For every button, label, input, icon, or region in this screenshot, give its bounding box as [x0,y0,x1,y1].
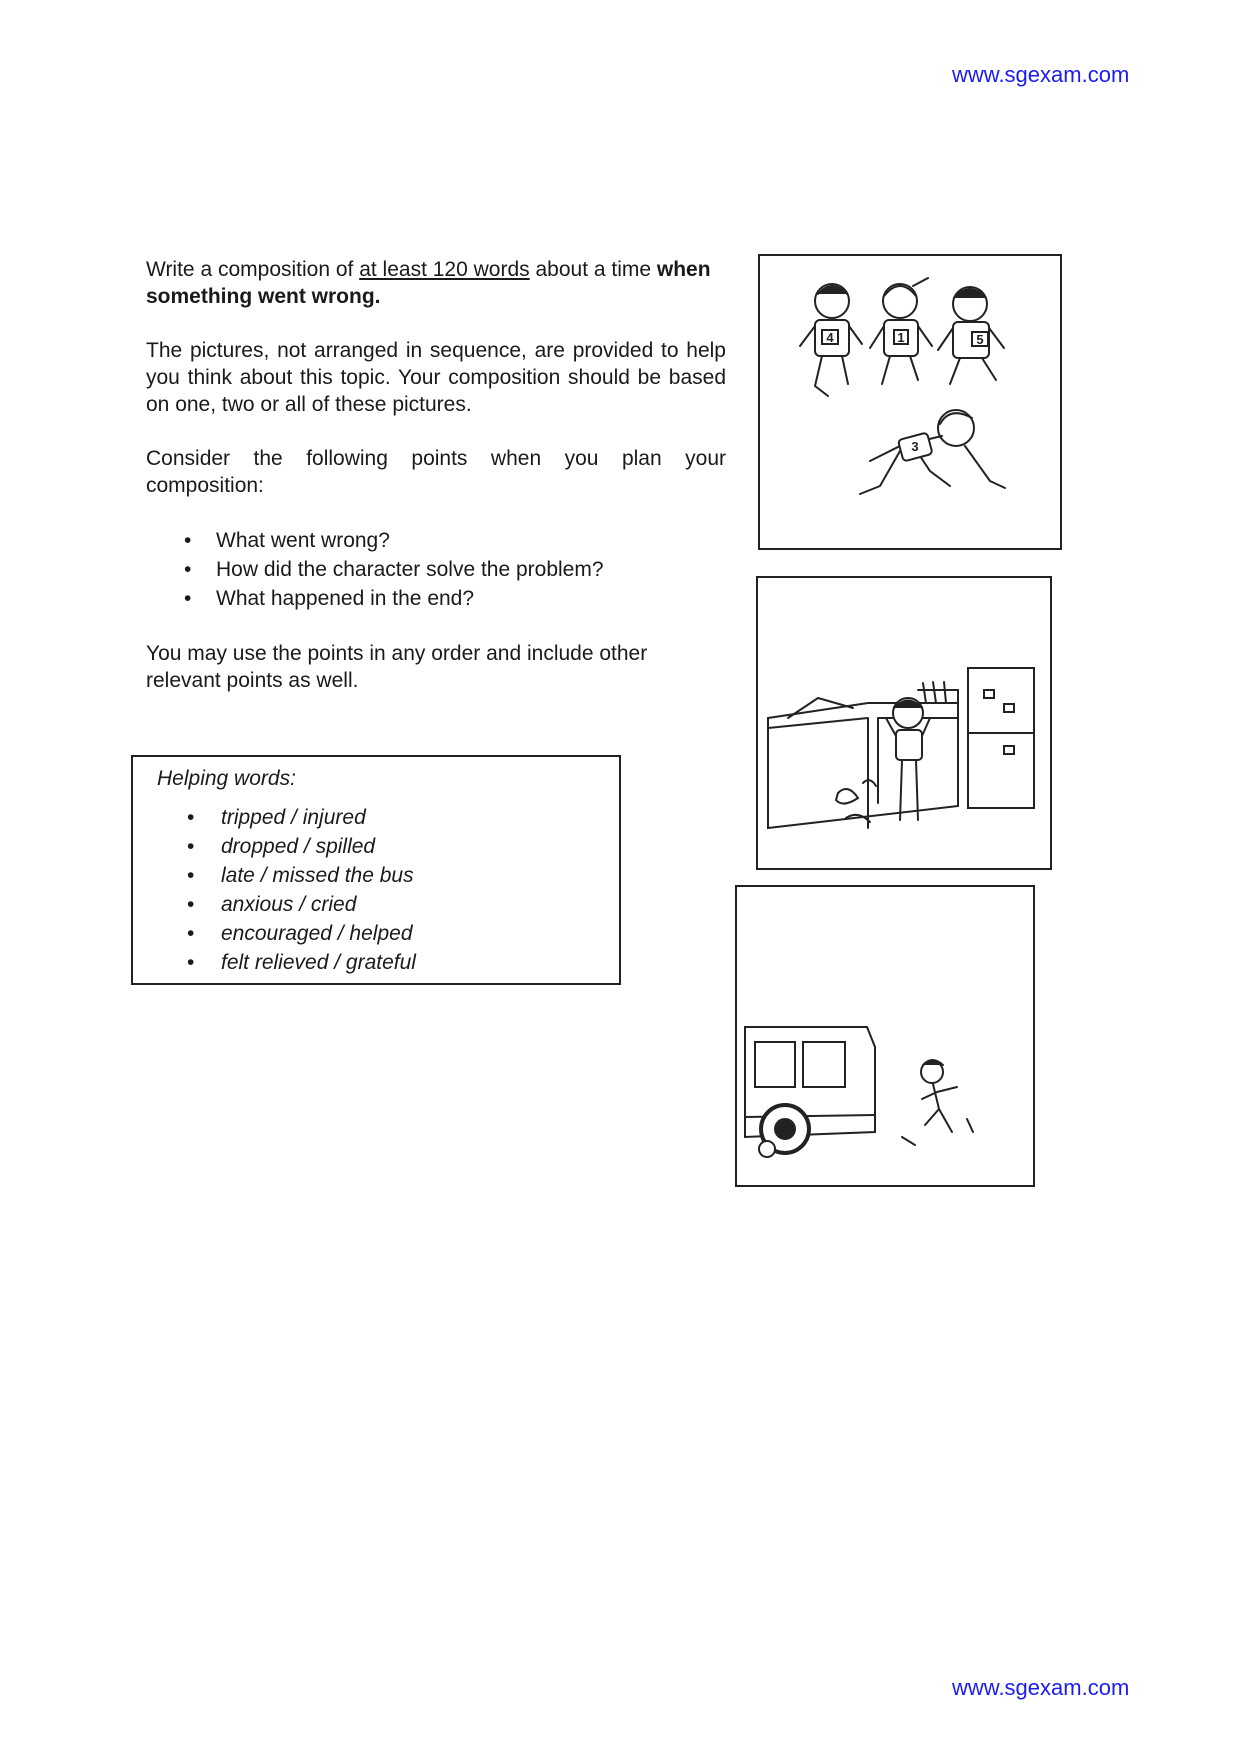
list-item: • How did the character solve the problem? [184,555,726,584]
list-item: • felt relieved / grateful [187,948,619,977]
list-item: • late / missed the bus [187,861,619,890]
consider-note: Consider the following points when you plan your composition: [146,447,726,497]
guiding-points [146,526,726,613]
list-item: • dropped / spilled [187,832,619,861]
helping-words-box [131,755,621,985]
picture-missed-bus [735,885,1035,1187]
helping-words-title: Helping words: [157,767,296,790]
bus-illustration [737,887,1033,1185]
list-item: • encouraged / helped [187,919,619,948]
picture-kitchen-spill [756,576,1052,870]
topic: when something went wrong. [146,258,711,308]
race-bib: 4 [826,330,834,345]
list-item: • anxious / cried [187,890,619,919]
word-count-requirement: at least 120 words [359,258,530,281]
race-bib: 3 [911,439,919,454]
header-url: www.sgexam.com [952,62,1130,87]
instructions [146,256,726,721]
footer-url: www.sgexam.com [952,1675,1130,1700]
intro-paragraph: Write a composition of at least 120 words about a time when something went wrong. [146,258,711,308]
race-illustration [760,256,1060,548]
order-note: You may use the points in any order and include other relevant points as well. [146,642,648,692]
race-bib: 5 [976,332,984,347]
race-bib: 1 [897,330,905,345]
helping-words-list [157,803,619,977]
list-item: • What happened in the end? [184,584,726,613]
picture-race-trip [758,254,1062,550]
kitchen-illustration [758,578,1050,868]
list-item: • tripped / injured [187,803,619,832]
list-item: • What went wrong? [184,526,726,555]
pictures-note: The pictures, not arranged in sequence, are provided to help you think about this topic. Your composition should be based on one, two or all of these pictures. [146,339,726,416]
